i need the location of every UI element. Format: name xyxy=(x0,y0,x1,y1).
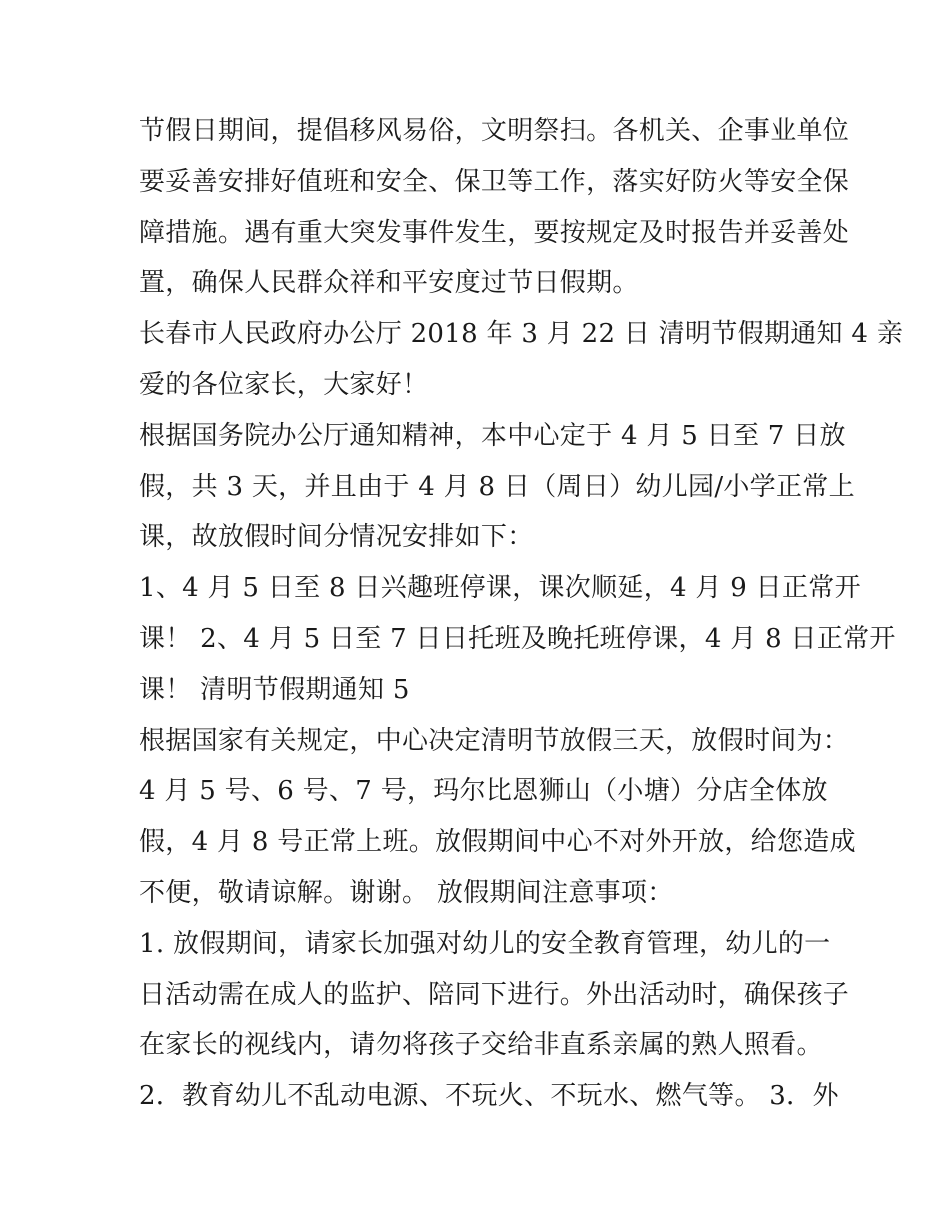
text-line: 课，故放假时间分情况安排如下： xyxy=(139,522,534,553)
text-line: 1. 放假期间，请家长加强对幼儿的安全教育管理，幼儿的一 xyxy=(139,928,831,959)
text-line: 根据国家有关规定，中心决定清明节放假三天，放假时间为： xyxy=(139,725,850,756)
text-line: 假，共 3 天，并且由于 4 月 8 日（周日）幼儿园/小学正常上 xyxy=(139,471,855,502)
text-line: 不便，敬请谅解。谢谢。 放假期间注意事项： xyxy=(139,877,674,908)
text-line: 节假日期间，提倡移风易俗，文明祭扫。各机关、企事业单位 xyxy=(139,116,850,146)
text-line: 2．教育幼儿不乱动电源、不玩火、不玩水、燃气等。 3．外 xyxy=(139,1081,839,1112)
text-line: 课！ 2、4 月 5 日至 7 日日托班及晚托班停课，4 月 8 日正常开 xyxy=(139,623,896,654)
text-line: 1、4 月 5 日至 8 日兴趣班停课，课次顺延，4 月 9 日正常开 xyxy=(139,573,861,604)
text-line: 假，4 月 8 号正常上班。放假期间中心不对外开放，给您造成 xyxy=(139,827,856,858)
text-line: 要妥善安排好值班和安全、保卫等工作，落实好防火等安全保 xyxy=(139,166,850,197)
text-line: 障措施。遇有重大突发事件发生，要按规定及时报告并妥善处 xyxy=(139,217,850,248)
text-line: 置，确保人民群众祥和平安度过节日假期。 xyxy=(139,268,639,299)
document-body xyxy=(139,106,904,1122)
text-line: 爱的各位家长，大家好！ xyxy=(139,369,429,400)
text-line: 日活动需在成人的监护、陪同下进行。外出活动时，确保孩子 xyxy=(139,979,850,1010)
text-line: 长春市人民政府办公厅 2018 年 3 月 22 日 清明节假期通知 4 亲 xyxy=(139,319,904,350)
text-line: 根据国务院办公厅通知精神，本中心定于 4 月 5 日至 7 日放 xyxy=(139,420,846,451)
text-line: 课！ 清明节假期通知 5 xyxy=(139,674,410,705)
text-line: 4 月 5 号、6 号、7 号，玛尔比恩狮山（小塘）分店全体放 xyxy=(139,776,828,807)
text-line: 在家长的视线内，请勿将孩子交给非直系亲属的熟人照看。 xyxy=(139,1030,823,1061)
